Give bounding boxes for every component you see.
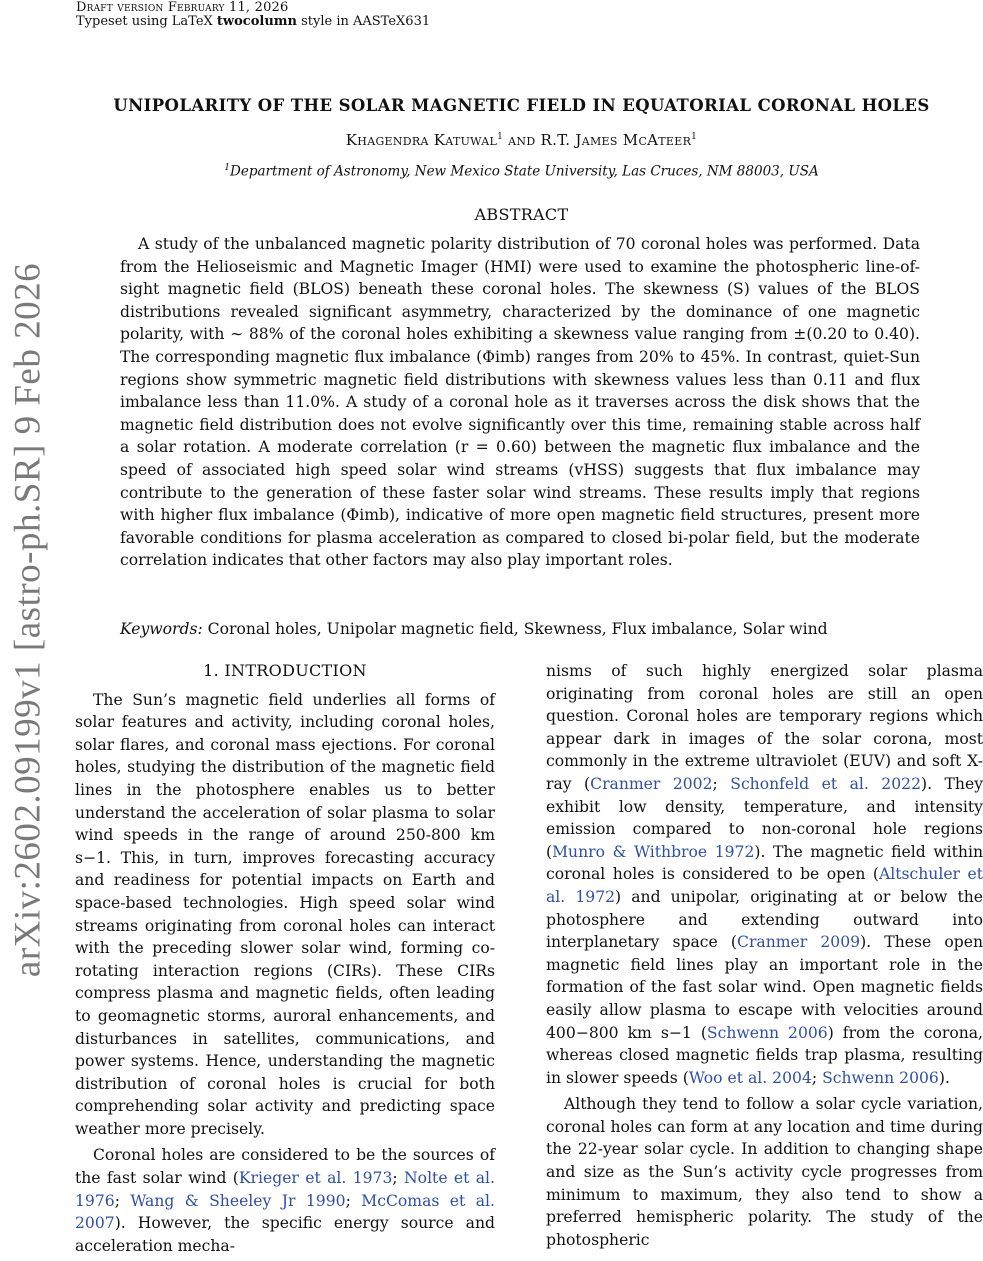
citation-link[interactable]: Munro & Withbroe 1972: [552, 842, 755, 861]
paragraph-text: ) and unipolar, originating at or below the photosphere and extending outward into interplanetary space (: [546, 887, 983, 952]
paragraph-text: ). However, the specific energy source and acceleration mecha-: [75, 1214, 495, 1255]
citation-link[interactable]: Cranmer 2009: [737, 933, 861, 952]
affiliation-mark: 1: [224, 163, 231, 173]
paragraph-text: ).: [938, 1068, 950, 1087]
paragraph-text: ). These open magnetic field lines play an important role in the formation of the fast solar wind. Open magnetic fields easily allow plasma to escape with velocities around 400−800 km s−1 (: [546, 933, 983, 1042]
citation-link[interactable]: Schwenn 2006: [706, 1023, 828, 1042]
author-2-affil-mark: 1: [691, 132, 698, 142]
section-heading-introduction: 1. INTRODUCTION: [203, 661, 367, 680]
citation-link[interactable]: Schonfeld et al. 2022: [730, 774, 921, 793]
citation-link[interactable]: Woo et al. 2004: [688, 1068, 812, 1087]
intro-paragraph-2-continued: [546, 660, 983, 1089]
author-2: R.T. James McAteer: [540, 131, 692, 149]
citation-link[interactable]: Wang & Sheeley Jr 1990: [130, 1191, 346, 1210]
paragraph-text: nisms of such highly energized solar plasma originating from coronal holes are still an open question. Coronal holes are temporary regions which appear dark in images of the solar corona, most commonly in the extreme ultraviolet (EUV) and soft X-ray (: [546, 662, 983, 793]
latex-logo: LaTeX: [171, 14, 213, 29]
arxiv-sidebar: [0, 262, 56, 978]
affiliation: [60, 163, 983, 180]
paragraph-text: ). The magnetic field within coronal holes is considered to be open (: [546, 842, 983, 884]
citation-link[interactable]: Cranmer 2002: [590, 774, 713, 793]
keywords-list: Coronal holes, Unipolar magnetic field, Skewness, Flux imbalance, Solar wind: [207, 620, 828, 638]
citation-separator: ;: [392, 1169, 405, 1188]
typeset-suffix: style in AASTeX631: [296, 14, 431, 29]
paper-title: UNIPOLARITY OF THE SOLAR MAGNETIC FIELD IN EQUATORIAL CORONAL HOLES: [113, 96, 930, 115]
citation-link[interactable]: Altschuler et al. 1972: [546, 865, 983, 906]
citation-link[interactable]: Schwenn 2006: [822, 1068, 939, 1087]
citation-separator: ;: [811, 1068, 823, 1087]
left-column: [75, 660, 495, 1261]
citation-separator: ;: [114, 1191, 131, 1210]
citation-link[interactable]: McComas et al. 2007: [75, 1191, 495, 1233]
typeset-line: [76, 14, 430, 30]
author-1: Khagendra Katuwal: [345, 131, 498, 149]
author-list: [60, 131, 983, 149]
citation-separator: ;: [712, 774, 731, 793]
typeset-prefix: Typeset using: [76, 14, 172, 29]
affiliation-text: Department of Astronomy, New Mexico State University, Las Cruces, NM 88003, USA: [230, 163, 819, 180]
citation-link[interactable]: Nolte et al. 1976: [75, 1169, 496, 1210]
keywords-label: Keywords:: [120, 620, 203, 638]
abstract-heading: ABSTRACT: [474, 205, 569, 224]
citation-link[interactable]: Krieger et al. 1973: [238, 1169, 393, 1188]
arxiv-identifier[interactable]: arXiv:2602.09199v1 [astro-ph.SR] 9 Feb 2026: [7, 262, 49, 978]
author-separator: and: [503, 131, 541, 149]
paragraph-text: Coronal holes are considered to be the sources of the fast solar wind (: [75, 1146, 495, 1188]
intro-paragraph-2: [75, 1144, 495, 1257]
typeset-style: twocolumn: [216, 14, 297, 29]
right-column: [546, 660, 983, 1255]
author-1-affil-mark: 1: [497, 132, 504, 142]
keywords-line: [120, 618, 920, 640]
abstract-text: A study of the unbalanced magnetic polarity distribution of 70 coronal holes was performed. Data from the Helioseismic and Magnetic Imager (HMI) were used to examine the photospheric line-of-sight magnetic field (BLOS) beneath these coronal holes. The skewness (S) values of the BLOS distributions revealed significant asymmetry, characterized by the dominance of one magnetic polarity, with ∼ 88% of the coronal holes exhibiting a skewness value ranging from ±(0.20 to 0.40). The corresponding magnetic flux imbalance (Φimb) ranges from 20% to 45%. In contrast, quiet-Sun regions show symmetric magnetic field distributions with skewness values less than 0.11 and flux imbalance less than 11.0%. A study of a coronal hole as it traverses across the disk shows that the magnetic field distribution does not evolve significantly over this time, remaining stable across half a solar rotation. A moderate correlation (r = 0.60) between the magnetic flux imbalance and the speed of associated high speed solar wind streams (vHSS) suggests that flux imbalance may contribute to the generation of these faster solar wind streams. These results imply that regions with higher flux imbalance (Φimb), indicative of more open magnetic field structures, present more favorable conditions for plasma acceleration as compared to closed bi-polar field, but the moderate correlation indicates that other factors may also play important roles.: [120, 235, 920, 570]
intro-paragraph-3: Although they tend to follow a solar cycle variation, coronal holes can form at any location and time during the 22-year solar cycle. In addition to changing shape and size as the Sun’s activity cycle progresses from minimum to maximum, they also tend to show a preferred hemispheric polarity. The study of the photospheric: [546, 1095, 983, 1249]
citation-separator: ;: [345, 1191, 362, 1210]
paragraph-text: ). They exhibit low density, temperature, and intensity emission compared to non-coronal hole regions (: [546, 774, 983, 861]
draft-version-line: Draft version February 11, 2026: [76, 0, 289, 15]
intro-paragraph-1: The Sun’s magnetic field underlies all forms of solar features and activity, including coronal holes, solar flares, and coronal mass ejections. For coronal holes, studying the distribution of the magnetic field lines in the photosphere enables us to better understand the acceleration of solar plasma to solar wind speeds in the range of around 250-800 km s−1. This, in turn, improves forecasting accuracy and readiness for potential impacts on Earth and space-based technologies. High speed solar wind streams originating from coronal holes can interact with the preceding slower solar wind, forming co-rotating interaction regions (CIRs). These CIRs compress plasma and magnetic fields, often leading to geomagnetic storms, auroral enhancements, and disturbances in satellites, communications, and power systems. Hence, understanding the magnetic distribution of coronal holes is crucial for both comprehending solar activity and predicting space weather more precisely.: [75, 690, 495, 1138]
paragraph-text: ) from the corona, whereas closed magnetic fields trap plasma, resulting in slower speeds (: [546, 1023, 983, 1087]
